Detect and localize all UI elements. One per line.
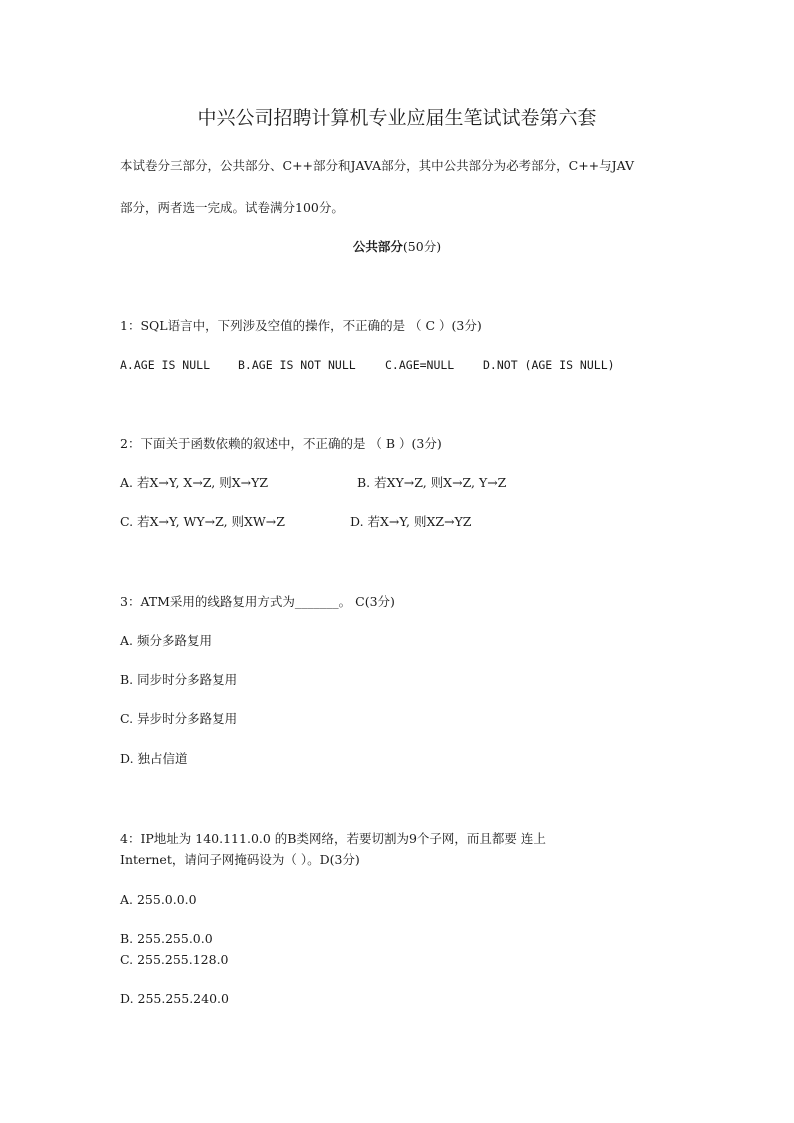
- question-3-option-b: B. 同步时分多路复用: [120, 672, 238, 687]
- question-1-option-c: C.AGE=NULL: [385, 358, 455, 372]
- question-2-stem: 2：下面关于函数依赖的叙述中，不正确的是 （ B ）(3分): [120, 436, 442, 451]
- question-4-option-c: C. 255.255.128.0: [120, 952, 229, 967]
- question-4-option-a: A. 255.0.0.0: [120, 892, 197, 907]
- question-1-option-d: D.NOT (AGE IS NULL): [483, 358, 615, 372]
- intro-line-2: 部分，两者选一完成。试卷满分100分。: [120, 200, 344, 215]
- question-4-stem-line-2: Internet，请问子网掩码设为（ ）。D(3分): [120, 852, 360, 867]
- section-name: 公共部分: [352, 239, 403, 254]
- intro-line-1: 本试卷分三部分，公共部分、C++部分和JAVA部分，其中公共部分为必考部分，C++与JAV: [120, 158, 635, 173]
- section-score: (50分): [402, 239, 442, 254]
- question-3-option-d: D. 独占信道: [120, 751, 188, 766]
- page-title: 中兴公司招聘计算机专业应届生笔试试卷第六套: [197, 107, 597, 129]
- question-4-option-b: B. 255.255.0.0: [120, 931, 213, 946]
- question-3-option-c: C. 异步时分多路复用: [120, 711, 238, 726]
- question-3-option-a: A. 频分多路复用: [120, 633, 212, 648]
- question-4-option-d: D. 255.255.240.0: [120, 991, 229, 1006]
- question-2-option-d: D. 若X→Y, 则XZ→YZ: [350, 514, 472, 529]
- question-1-option-a: A.AGE IS NULL: [120, 358, 211, 372]
- question-4-stem-line-1: 4：IP地址为 140.111.0.0 的B类网络，若要切割为9个子网，而且都要 连上: [120, 831, 546, 846]
- question-1-option-b: B.AGE IS NOT NULL: [238, 358, 356, 372]
- question-1-stem: 1：SQL语言中，下列涉及空值的操作，不正确的是 （ C ）(3分): [120, 318, 482, 333]
- question-2-option-a: A. 若X→Y, X→Z, 则X→YZ: [120, 475, 269, 490]
- question-2-option-b: B. 若XY→Z, 则X→Z, Y→Z: [357, 475, 507, 490]
- question-3-stem: 3：ATM采用的线路复用方式为_______。 C(3分): [120, 594, 395, 609]
- question-2-option-c: C. 若X→Y, WY→Z, 则XW→Z: [120, 514, 285, 529]
- section-heading: [0, 239, 794, 255]
